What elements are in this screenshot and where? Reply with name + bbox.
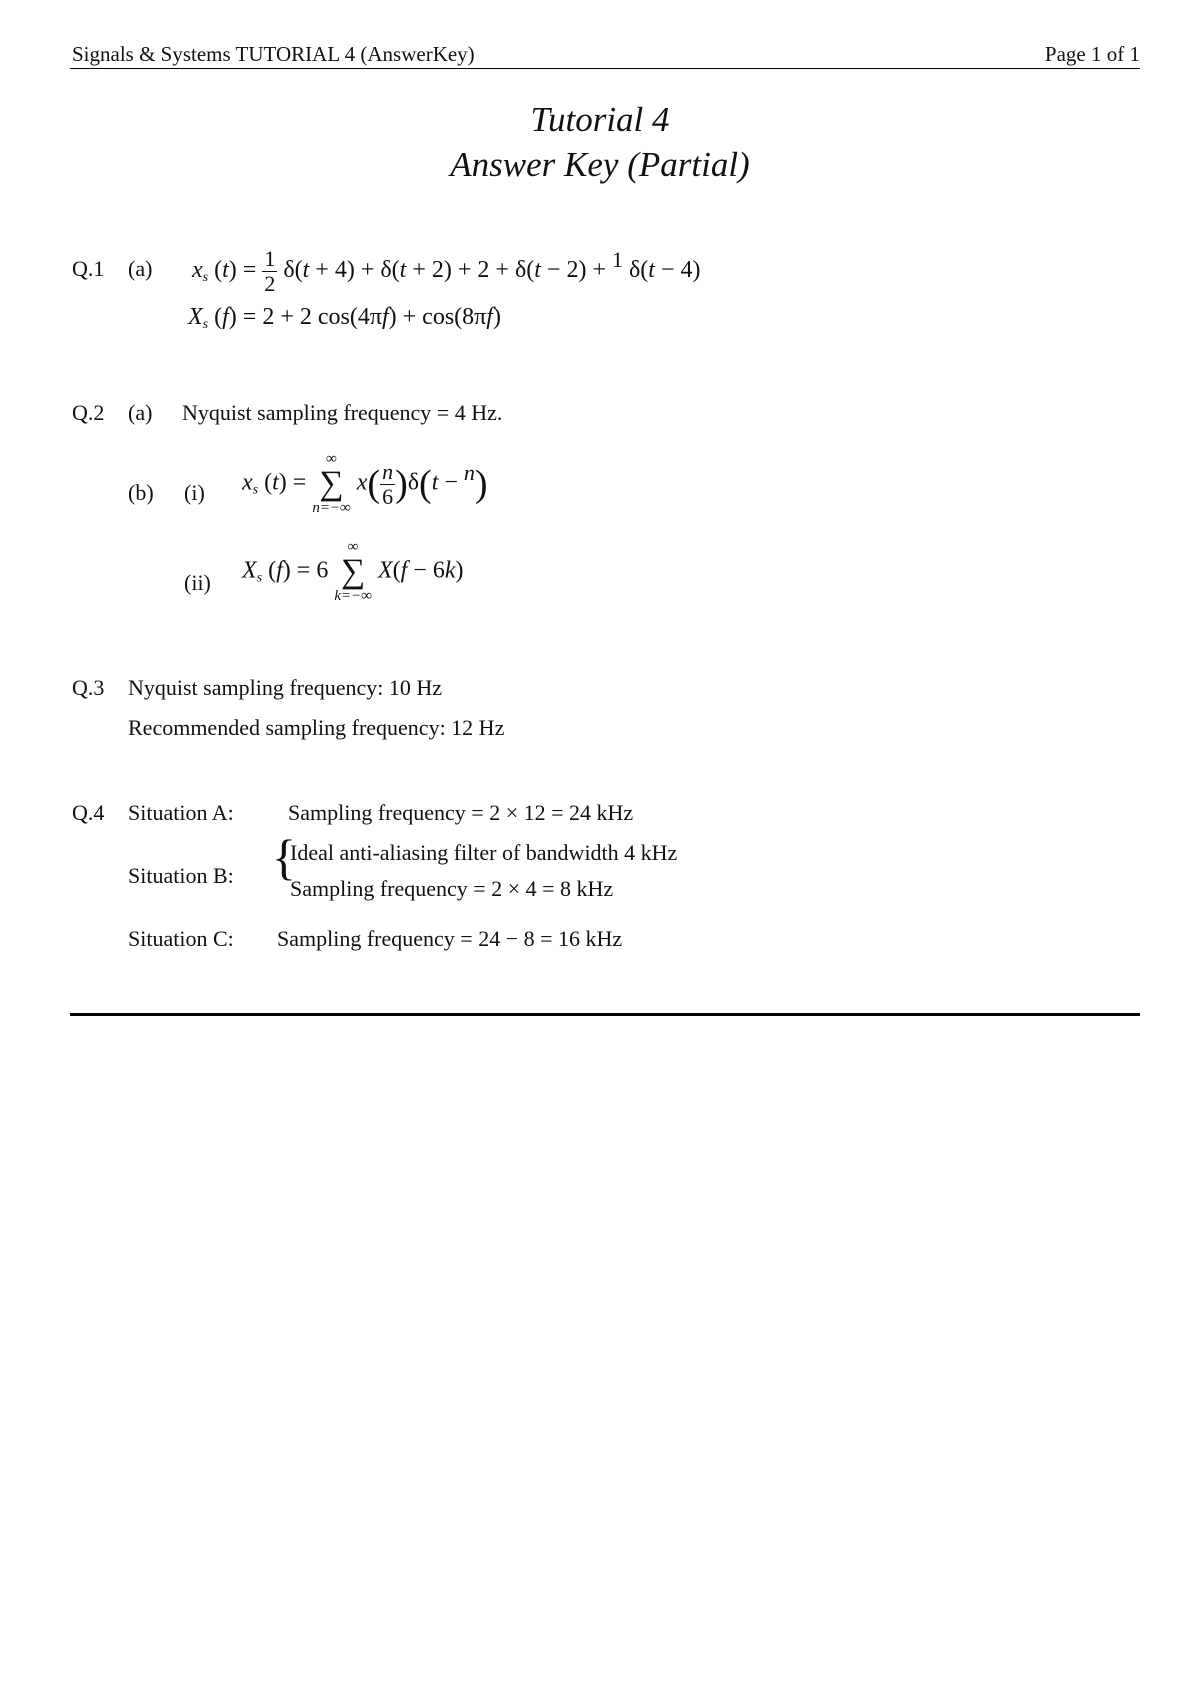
page-subtitle: Answer Key (Partial) <box>450 145 750 184</box>
page-title: Tutorial 4 <box>530 100 670 139</box>
q2-part-b: (b) <box>128 480 154 505</box>
q4-situation-c-answer: Sampling frequency = 24 − 8 = 16 kHz <box>277 926 623 951</box>
q4-label: Q.4 <box>72 800 105 825</box>
q3-nyquist: Nyquist sampling frequency: 10 Hz <box>128 675 443 700</box>
q2-equation-Xs-f: $X_s$ (f) = 6 ∞ ∑ k=−∞ X(f − 6k) <box>242 539 464 604</box>
q3-label: Q.3 <box>72 675 105 700</box>
q1-equation-Xs-f: $X_s$ (f) = 2 + 2 cos(4πf) + cos(8πf) <box>188 304 501 332</box>
q4-situation-a-answer: Sampling frequency = 2 × 12 = 24 kHz <box>288 800 634 825</box>
bottom-divider <box>70 1013 1140 1016</box>
q4-situation-b-frequency: Sampling frequency = 2 × 4 = 8 kHz <box>290 876 614 901</box>
page-number: Page 1 of 1 <box>1044 42 1140 66</box>
q2-part-a: (a) <box>128 400 153 425</box>
running-header-title: Signals & Systems TUTORIAL 4 (AnswerKey) <box>72 42 475 66</box>
q2-equation-xs-t: $x_s$ (t) = ∞ ∑ n=−∞ x( $\frac{n}{6}$ )δ(t − n ) <box>242 451 488 516</box>
q2-part-a-answer: Nyquist sampling frequency = 4 Hz. <box>182 400 503 425</box>
q2-part-b-i: (i) <box>184 480 205 505</box>
q4-situation-c-label: Situation C: <box>128 926 234 951</box>
q4-situation-a-label: Situation A: <box>128 800 234 825</box>
header-divider <box>70 68 1140 69</box>
q4-situation-b-label: Situation B: <box>128 863 234 888</box>
q4-situation-b-filter: Ideal anti-aliasing filter of bandwidth 4 kHz <box>290 840 678 865</box>
q1-part-a: (a) <box>128 256 153 281</box>
q2-label: Q.2 <box>72 400 105 425</box>
left-brace-symbol: { <box>272 829 296 885</box>
q1-equation-xs-t: $x_s$ (t) = $\frac{1}{2}$ δ(t + 4) + δ(t + 2) + 2 + δ(t − 2) + 1 δ(t − 4) <box>192 246 701 296</box>
q2-part-b-ii: (ii) <box>184 570 211 595</box>
q1-label: Q.1 <box>72 256 105 281</box>
q3-recommended: Recommended sampling frequency: 12 Hz <box>128 715 505 740</box>
